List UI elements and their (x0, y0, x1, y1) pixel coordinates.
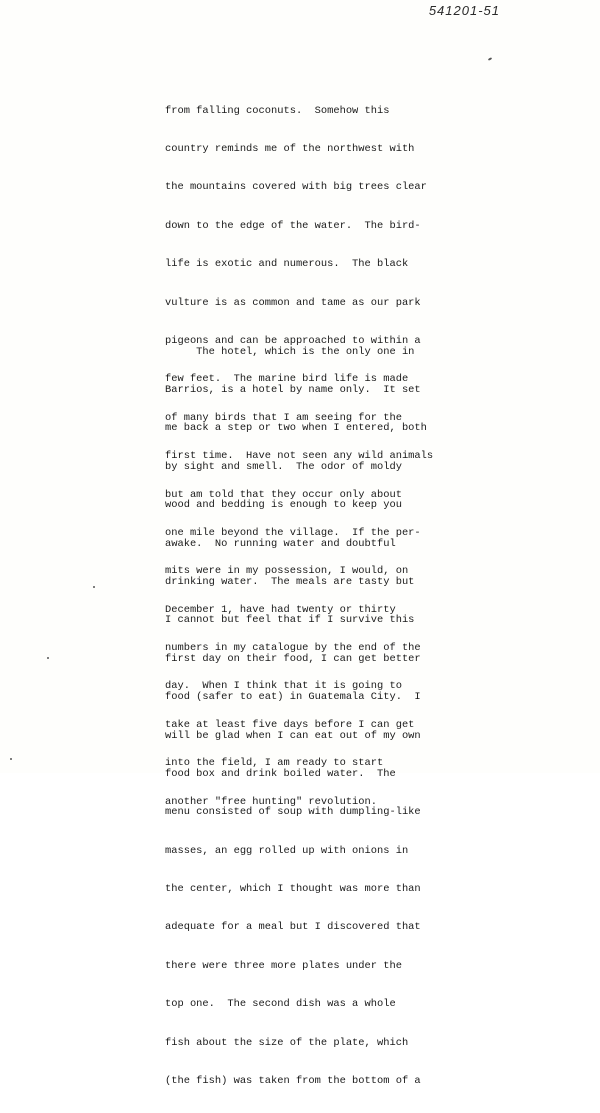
text-line: life is exotic and numerous. The black (165, 258, 409, 271)
text-line: country reminds me of the northwest with (165, 142, 415, 155)
text-line: few feet. The marine bird life is made (165, 373, 409, 386)
text-line: food box and drink boiled water. The (165, 767, 396, 780)
text-line: the center, which I thought was more than (165, 883, 421, 896)
text-line: but am told that they occur only about (165, 488, 402, 501)
text-line: adequate for a meal but I discovered that (165, 921, 421, 934)
text-line: Barrios, is a hotel by name only. It set (165, 383, 421, 396)
text-line: of many birds that I am seeing for the (165, 411, 402, 424)
text-line: take at least five days before I can get (165, 718, 415, 731)
text-line: pigeons and can be approached to within a (165, 334, 421, 347)
text-line: masses, an egg rolled up with onions in (165, 844, 409, 857)
text-line: from falling coconuts. Somehow this (165, 104, 390, 117)
text-line: day. When I think that it is going to (165, 680, 402, 693)
text-line: another "free hunting" revolution. (165, 795, 378, 808)
text-line: there were three more plates under the (165, 959, 402, 972)
text-line: will be glad when I can eat out of my own (165, 729, 421, 742)
text-line: the mountains covered with big trees clear (165, 181, 427, 194)
text-line: first day on their food, I can get better (165, 652, 421, 665)
text-line: me back a step or two when I entered, both (165, 422, 427, 435)
text-line: drinking water. The meals are tasty but (165, 575, 415, 588)
stray-mark (10, 758, 12, 760)
text-line: December 1, have had twenty or thirty (165, 603, 396, 616)
text-line: fish about the size of the plate, which (165, 1036, 409, 1049)
stray-mark (488, 57, 492, 61)
text-line: mits were in my possession, I would, on (165, 565, 409, 578)
stray-mark (47, 657, 49, 659)
text-line: vulture is as common and tame as our park (165, 296, 421, 309)
text-line: wood and bedding is enough to keep you (165, 499, 402, 512)
text-line: awake. No running water and doubtful (165, 537, 396, 550)
text-line: one mile beyond the village. If the per- (165, 526, 421, 539)
text-line: The hotel, which is the only one in (165, 345, 415, 358)
stray-mark (93, 586, 95, 588)
page-id-number: 541201-51 (428, 3, 500, 18)
text-line: (the fish) was taken from the bottom of a (165, 1075, 421, 1088)
text-line: menu consisted of soup with dumpling-like (165, 806, 421, 819)
text-line: I cannot but feel that if I survive this (165, 614, 415, 627)
text-line: first time. Have not seen any wild animals (165, 450, 434, 463)
text-line: down to the edge of the water. The bird- (165, 219, 421, 232)
text-line: top one. The second dish was a whole (165, 998, 396, 1011)
text-line: into the field, I am ready to start (165, 757, 384, 770)
text-line: numbers in my catalogue by the end of the (165, 642, 421, 655)
paragraph-2 (165, 320, 505, 1113)
text-line: by sight and smell. The odor of moldy (165, 460, 402, 473)
text-line: food (safer to eat) in Guatemala City. I (165, 691, 421, 704)
